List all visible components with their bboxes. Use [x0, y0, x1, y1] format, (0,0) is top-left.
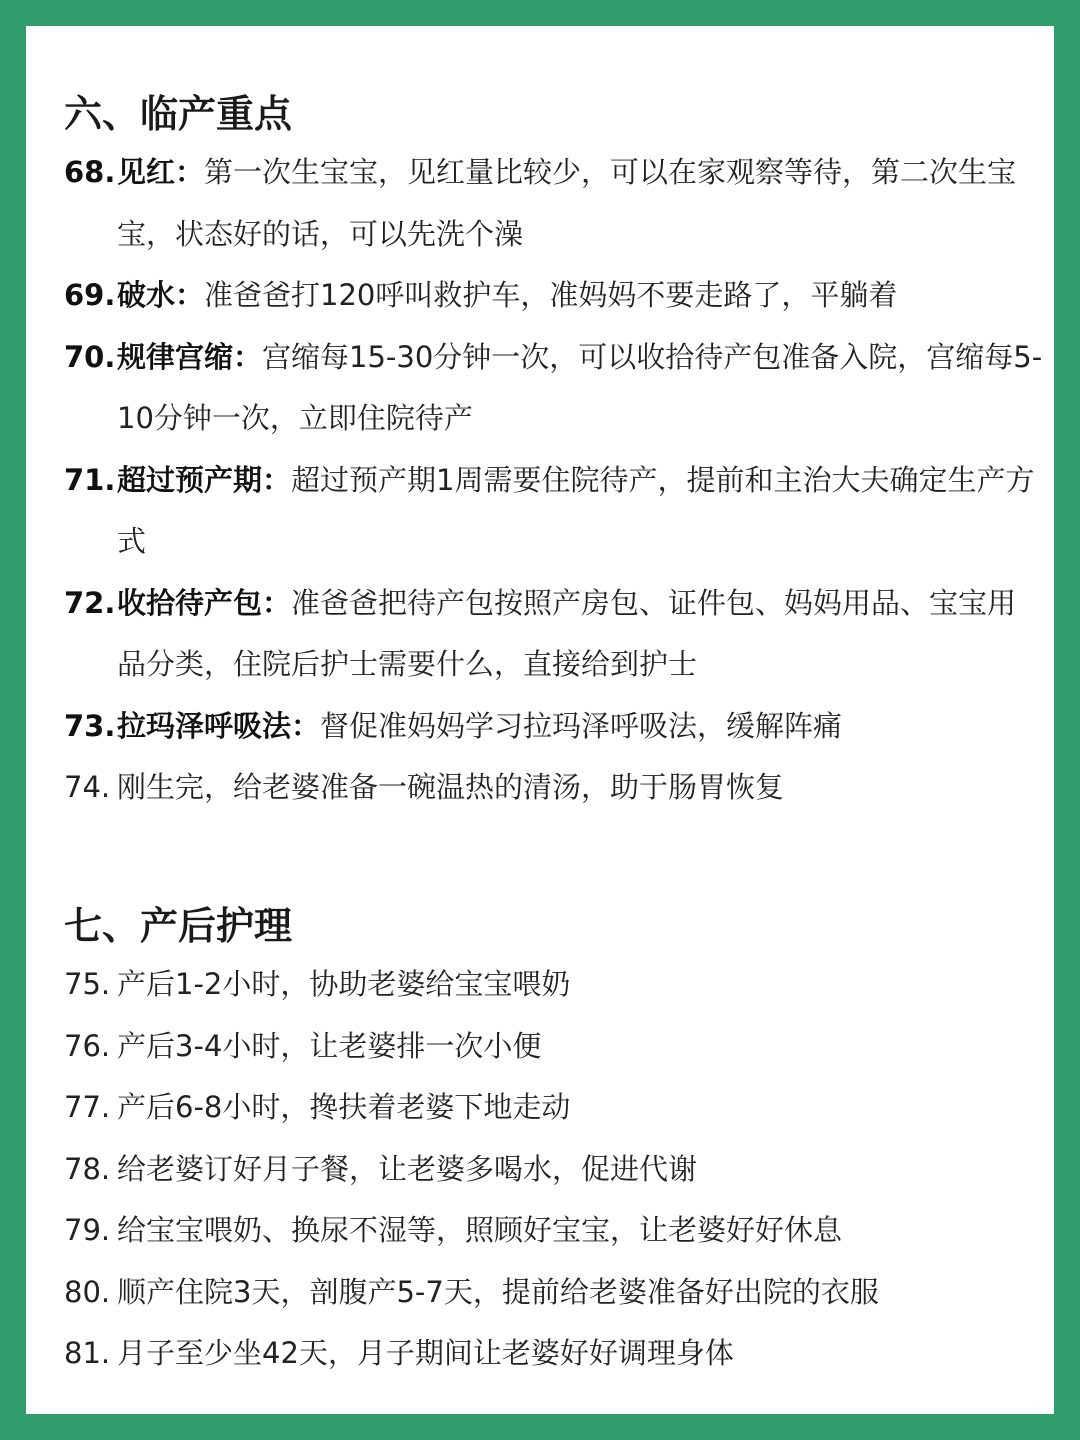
list-item — [64, 954, 1044, 1016]
list-item — [64, 696, 1044, 758]
item-heading: 见红： — [117, 155, 205, 189]
list-item — [64, 327, 1044, 450]
section-labor-essentials — [64, 86, 1044, 819]
item-heading: 收拾待产包： — [117, 585, 292, 620]
item-text: 准爸爸打120呼叫救护车，准妈妈不要走路了，平躺着 — [204, 278, 898, 312]
item-text: 督促准妈妈学习拉玛泽呼吸法，缓解阵痛 — [320, 708, 843, 743]
item-body — [117, 954, 1044, 1016]
list-item — [64, 1139, 1044, 1201]
list-item — [64, 757, 1044, 819]
item-number: 81. — [64, 1336, 111, 1370]
item-body — [117, 450, 1044, 573]
item-number: 68. — [64, 155, 116, 189]
item-heading: 规律宫缩： — [117, 339, 263, 374]
item-body — [117, 327, 1044, 450]
list-item — [64, 1262, 1044, 1324]
item-number: 80. — [64, 1274, 111, 1309]
item-body — [117, 1200, 1044, 1262]
section-title: 七、产后护理 — [64, 904, 293, 948]
section-postpartum-care — [64, 898, 1044, 1385]
item-number: 76. — [64, 1028, 111, 1063]
list-item — [64, 1323, 1044, 1385]
list-item — [64, 450, 1044, 573]
section-title: 六、临产重点 — [64, 92, 293, 136]
item-heading: 破水： — [117, 278, 205, 312]
item-body — [117, 1077, 1044, 1139]
item-text: 刚生完，给老婆准备一碗温热的清汤，助于肠胃恢复 — [117, 770, 785, 804]
list-item — [64, 1200, 1044, 1262]
item-number: 73. — [64, 708, 116, 743]
item-body — [117, 696, 1044, 758]
item-number: 71. — [64, 462, 116, 497]
item-text: 顺产住院3天，剖腹产5-7天，提前给老婆准备好出院的衣服 — [117, 1274, 879, 1309]
content-card — [26, 26, 1054, 1414]
item-number: 75. — [64, 967, 111, 1001]
item-text: 超过预产期1周需要住院待产，提前和主治大夫确定生产方式 — [117, 462, 1035, 558]
list-item — [64, 1077, 1044, 1139]
item-body — [117, 757, 1044, 819]
item-body — [117, 1016, 1044, 1078]
item-number: 72. — [64, 585, 116, 620]
item-text: 产后3-4小时，让老婆排一次小便 — [117, 1028, 542, 1063]
item-body — [117, 1262, 1044, 1324]
item-number: 78. — [64, 1151, 111, 1186]
item-number: 77. — [64, 1090, 111, 1124]
item-text: 产后1-2小时，协助老婆给宝宝喂奶 — [117, 967, 571, 1001]
item-list — [64, 954, 1044, 1385]
item-list — [64, 142, 1044, 819]
item-body — [117, 1139, 1044, 1201]
item-text: 第一次生宝宝，见红量比较少，可以在家观察等待，第二次生宝宝，状态好的话，可以先洗个澡 — [117, 155, 1017, 251]
item-text: 给宝宝喂奶、换尿不湿等，照顾好宝宝，让老婆好好休息 — [117, 1213, 843, 1247]
list-item — [64, 573, 1044, 696]
list-item — [64, 142, 1044, 265]
item-number: 74. — [64, 770, 111, 804]
item-body — [117, 573, 1044, 696]
item-text: 月子至少坐42天，月子期间让老婆好好调理身体 — [117, 1336, 734, 1370]
item-number: 79. — [64, 1213, 111, 1247]
item-heading: 超过预产期： — [117, 462, 292, 497]
item-body — [117, 142, 1044, 265]
list-item — [64, 265, 1044, 327]
item-body — [117, 265, 1044, 327]
item-number: 70. — [64, 339, 116, 374]
item-text: 准爸爸把待产包按照产房包、证件包、妈妈用品、宝宝用品分类，住院后护士需要什么，直接给到护士 — [117, 585, 1017, 681]
item-heading: 拉玛泽呼吸法： — [117, 708, 321, 743]
list-item — [64, 1016, 1044, 1078]
item-number: 69. — [64, 278, 116, 312]
item-text: 给老婆订好月子餐，让老婆多喝水，促进代谢 — [117, 1151, 698, 1186]
item-text: 产后6-8小时，搀扶着老婆下地走动 — [117, 1090, 571, 1124]
item-body — [117, 1323, 1044, 1385]
item-text: 宫缩每15-30分钟一次，可以收拾待产包准备入院，宫缩每5-10分钟一次，立即住院待产 — [117, 339, 1043, 435]
